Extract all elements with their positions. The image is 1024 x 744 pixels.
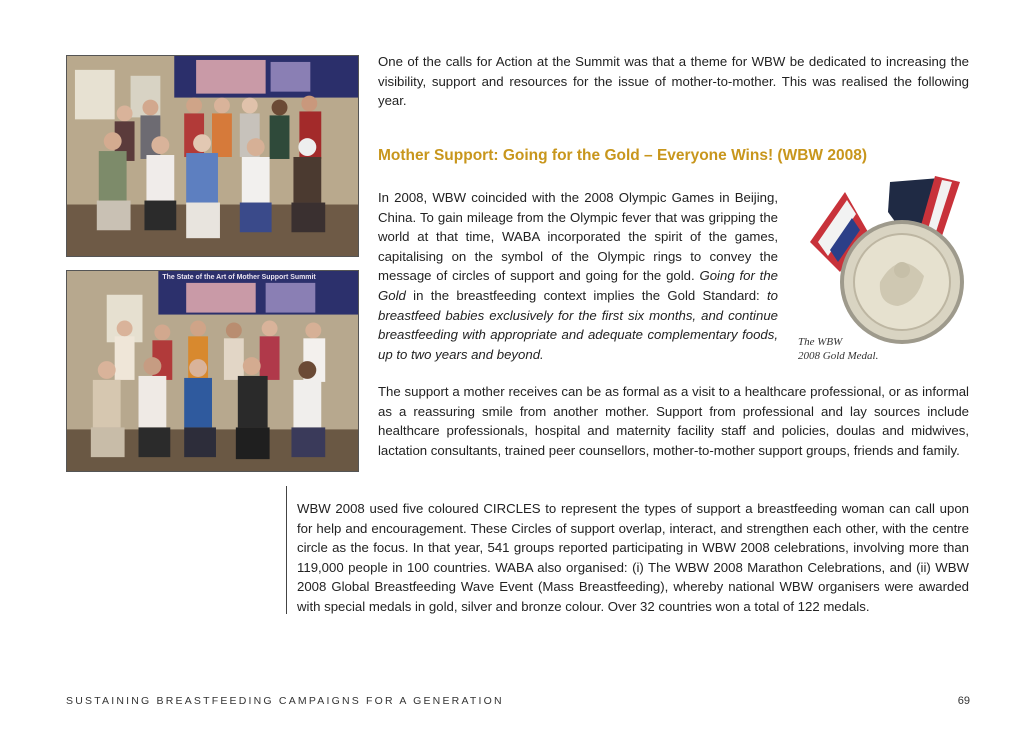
summit-group-photo-2 xyxy=(66,270,359,472)
medal-caption-line-1: The WBW xyxy=(798,336,843,348)
wbw-2008-text-1: In 2008, WBW coincided with the 2008 Olympic Games in Beijing, China. To gain mileage from the Olympic fever that was gripping the world at that time, WABA incorporated the spirit of the games, capitalising on the symbol of the Olympic rings to convey the message of circles of support and going for the gold. xyxy=(378,190,778,284)
summit-banner-text: The State of the Art of Mother Support Summit xyxy=(162,273,316,281)
wbw-2008-text-3: in the breastfeeding context implies the Gold Standard: xyxy=(405,287,767,303)
medal-caption-line-2: 2008 Gold Medal. xyxy=(798,350,879,362)
gold-medal-image xyxy=(790,172,980,350)
circles-paragraph: WBW 2008 used five coloured CIRCLES to represent the types of support a breastfeeding woman can call upon for help and encouragement. These Circles of support overlap, interact, and strengthen each other, with the centre circle as the focus. In that year, 541 groups reported participating in WBW 2008 celebrations, involving more than 119,000 people in 100 countries. WABA also organised: (i) The WBW 2008 Marathon Celebrations, and (ii) WBW 2008 Global Breastfeeding Wave Event (Mass Breastfeeding), whereby national WBW organisers were awarded with special medals in gold, silver and bronze colour. Over 32 countries won a total of 122 medals. xyxy=(297,501,969,614)
section-heading: Mother Support: Going for the Gold – Everyone Wins! (WBW 2008) xyxy=(378,147,867,164)
wbw-2008-paragraph xyxy=(378,188,778,364)
medal-caption xyxy=(798,335,908,363)
support-paragraph: The support a mother receives can be as formal as a visit to a healthcare professional, or as informal as a reassuring smile from another mother. Support from professional and lay sources include healthcare professionals, hospital and maternity facility staff and policies, doulas and midwives, lactation consultants, trained peer counsellors, mother-to-mother support groups, friends and family. xyxy=(378,384,969,458)
footer-title: SUSTAINING BREASTFEEDING CAMPAIGNS FOR A GENERATION xyxy=(66,695,504,707)
vertical-rule xyxy=(286,486,287,614)
wbw-2008-gold-standard: to breastfeed babies exclusively for the first six months, and continue breastfeeding with appropriate and adequate complementary foods, up to two years and beyond. xyxy=(378,287,778,362)
summit-group-photo-1 xyxy=(66,55,359,257)
page-number: 69 xyxy=(957,695,970,707)
intro-paragraph: One of the calls for Action at the Summit was that a theme for WBW be dedicated to increasing the visibility, support and resources for the issue of mother-to-mother. This was realised the following year. xyxy=(378,54,969,109)
wbw-2008-going-for-gold: Going for the Gold xyxy=(378,268,778,303)
